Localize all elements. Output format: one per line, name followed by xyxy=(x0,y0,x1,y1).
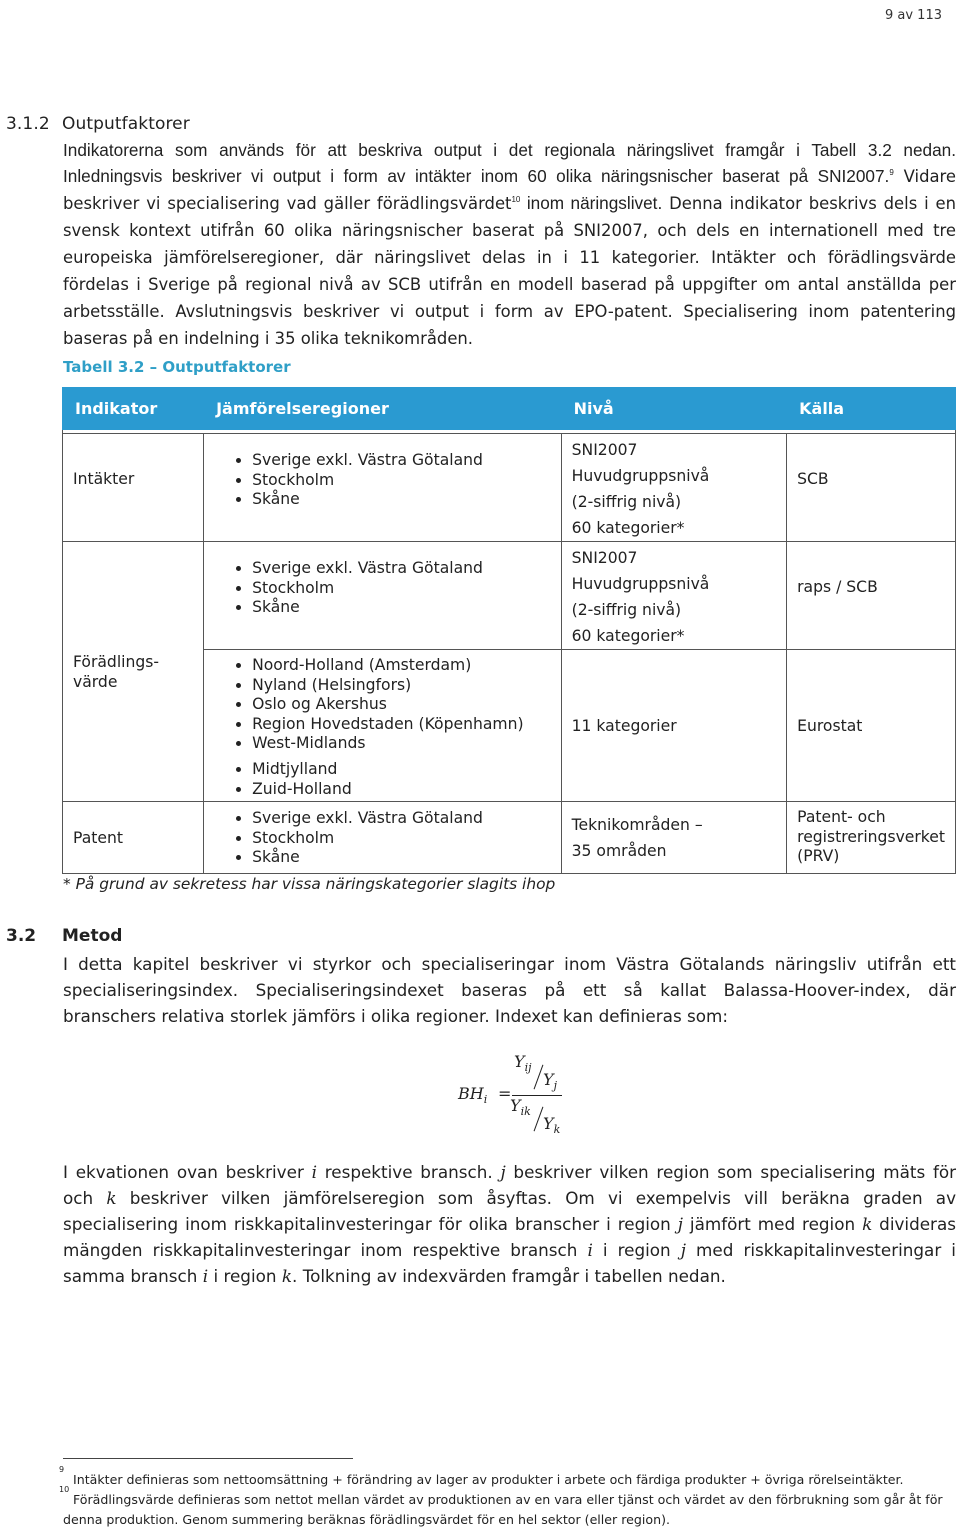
level-line: 60 kategorier* xyxy=(571,519,685,537)
var-j: j xyxy=(500,1162,506,1182)
method-paragraph: I detta kapitel beskriver vi styrkor och specialiseringar inom Västra Götalands näringsliv utifrån ett specialiseringsindex. Specialiseringsindexet baseras på ett så kallat Balassa-Hoover-index, där branschers relativa storlek jämförs i olika regioner. Indexet kan definieras som: xyxy=(63,954,956,1026)
method-heading xyxy=(6,926,122,946)
level-line: SNI2007 xyxy=(571,549,638,567)
page-number: 9 av 113 xyxy=(884,8,942,23)
section-title: Outputfaktorer xyxy=(62,114,190,134)
footnote-ref-10[interactable]: 10 xyxy=(511,195,521,204)
formula-y-k xyxy=(543,1114,560,1136)
level-line: (2-siffrig nivå) xyxy=(571,601,682,619)
bh-formula xyxy=(458,1050,598,1140)
explanation-text: . Tolkning av indexvärden framgår i tabellen nedan. xyxy=(292,1266,726,1286)
explanation-text: jämfört med region xyxy=(682,1214,863,1234)
table-row xyxy=(63,542,956,650)
list-item: • Skåne xyxy=(252,848,551,868)
footnote-text: Förädlingsvärde definieras som nettot mellan värdet av produktionen av en vara eller tjänst och värdet av den förbrukning som går åt för denna produktion. Genom summering beräknas förädlingsvärdet för en hel sektor (eller region). xyxy=(63,1492,943,1527)
footnote-9: 9 Intäkter definieras som nettoomsättning + förändring av lager av produkter i arbete och färdiga produkter + övriga rörelseintäkter. xyxy=(59,1465,904,1487)
explanation-text: respektive bransch. xyxy=(316,1162,501,1182)
regions-cell xyxy=(204,650,562,802)
level-line: 35 områden xyxy=(571,841,667,860)
source-cell: SCB xyxy=(787,434,956,542)
level-cell xyxy=(561,434,787,542)
explanation-text: divideras mängden riskkapitalinvesteringar inom respektive bransch xyxy=(63,1214,956,1260)
level-cell xyxy=(561,542,787,650)
explanation-text: med riskkapitalinvesteringar i samma bransch xyxy=(63,1240,956,1286)
section-number: 3.1.2 xyxy=(6,114,50,134)
level-line: Huvudgruppsnivå xyxy=(571,467,710,485)
formula-y-ik xyxy=(510,1096,531,1118)
level-cell: 11 kategorier xyxy=(561,650,787,802)
formula-y-ij xyxy=(514,1052,532,1074)
var-k: k xyxy=(862,1214,873,1234)
footnote-text: Intäkter definieras som nettoomsättning + förändring av lager av produkter i arbete och färdiga produkter + övriga rörelseintäkter. xyxy=(73,1472,904,1487)
regions-cell xyxy=(204,434,562,542)
level-line: Teknikområden – xyxy=(571,815,703,834)
list-item: • Stockholm xyxy=(252,471,551,491)
explanation-text: i region xyxy=(208,1266,282,1286)
formula-lhs-sub: i xyxy=(483,1093,488,1107)
var-i: i xyxy=(202,1266,209,1286)
table-row xyxy=(63,802,956,874)
indicator-cell: Intäkter xyxy=(63,434,204,542)
level-line: 60 kategorier* xyxy=(571,627,685,645)
regions-cell xyxy=(204,542,562,650)
explanation-text: I ekvationen ovan beskriver xyxy=(63,1162,312,1182)
table-note: * På grund av sekretess har vissa näringskategorier slagits ihop xyxy=(63,875,556,893)
table-caption: Tabell 3.2 – Outputfaktorer xyxy=(63,358,291,376)
formula-equals: = xyxy=(498,1084,512,1103)
footnote-ref-9[interactable]: 9 xyxy=(889,168,894,177)
list-item: • Region Hovedstaden (Köpenhamn) xyxy=(252,715,551,735)
regions-cell xyxy=(204,802,562,874)
var-j: j xyxy=(677,1214,683,1234)
level-line: (2-siffrig nivå) xyxy=(571,493,682,511)
formula-sub-ik: ik xyxy=(520,1105,531,1119)
list-item: • Zuid-Holland xyxy=(252,780,551,800)
var-i: i xyxy=(587,1240,593,1260)
method-title: Metod xyxy=(62,926,123,946)
intro-paragraph xyxy=(63,137,956,352)
level-line: SNI2007 xyxy=(571,441,638,459)
footnote-10: 10 Förädlingsvärde definieras som nettot mellan värdet av produktionen av en vara eller tjänst och värdet av den förbrukning som går åt för denna produktion. Genom summering beräknas förädlingsvärdet för en hel sektor (eller region). xyxy=(59,1485,943,1527)
list-item: • Stockholm xyxy=(252,829,551,849)
var-j: j xyxy=(680,1240,686,1260)
header-kalla: Källa xyxy=(787,388,956,430)
explanation-text: beskriver vilken jämförelseregion som åsyftas. Om vi exempelvis vill beräkna graden av specialisering inom riskkapitalinvesteringar för olika branscher i region xyxy=(63,1188,957,1234)
formula-sub-k: k xyxy=(553,1123,561,1137)
explanation-paragraph xyxy=(63,1159,956,1289)
list-item: • Sverige exkl. Västra Götaland xyxy=(252,451,551,471)
table-row xyxy=(63,434,956,542)
formula-y: Y xyxy=(543,1070,554,1089)
formula-slash xyxy=(534,1107,544,1132)
intro-text-d: Denna indikator beskrivs dels i en svensk kontext utifrån 60 olika näringsnischer baserat på SNI2007, och dels en internationell med tre europeiska jämförelseregioner, där näringslivet delas in i 11 kategorier. Intäkter och förädlingsvärde fördelas i Sverige på regional nivå av SCB utifrån en modell baserad på uppgifter om antal anställda per arbetsställe. Avslutningsvis beskriver vi output i form av EPO-patent. Specialisering inom patentering baseras på en indelning i 35 olika teknikområden. xyxy=(63,194,957,348)
formula-lhs xyxy=(458,1084,487,1106)
explanation-text: beskriver vilken region som specialisering mäts för och xyxy=(63,1162,957,1208)
list-item: • Skåne xyxy=(252,490,551,510)
var-k: k xyxy=(281,1266,293,1286)
formula-y: Y xyxy=(510,1096,521,1115)
var-i: i xyxy=(311,1162,317,1182)
source-cell: Eurostat xyxy=(787,650,956,802)
formula-y-j xyxy=(543,1070,557,1092)
header-indikator: Indikator xyxy=(63,388,204,430)
explanation-text: i region xyxy=(592,1240,681,1260)
section-heading xyxy=(6,114,190,134)
formula-lhs-text: BH xyxy=(458,1084,484,1103)
list-item: • West-Midlands xyxy=(252,734,551,754)
intro-text-a: Indikatorerna som används för att beskriva output i det regionala näringslivet framgår i Tabell 3.2 nedan. Inledningsvis beskriver vi output i form av intäkter inom 60 olika näringsnischer baserat på SNI2007. xyxy=(63,140,956,186)
indicator-label: Förädlings-värde xyxy=(73,652,160,691)
output-factors-table xyxy=(62,387,956,874)
table-header-row xyxy=(63,388,956,430)
formula-y: Y xyxy=(514,1052,525,1071)
formula-sub-ij: ij xyxy=(524,1061,532,1075)
list-item: • Sverige exkl. Västra Götaland xyxy=(252,809,551,829)
list-item: • Midtjylland xyxy=(252,760,551,780)
formula-slash xyxy=(534,1065,544,1090)
list-item: • Skåne xyxy=(252,598,551,618)
list-item: • Nyland (Helsingfors) xyxy=(252,676,551,696)
level-line: Huvudgruppsnivå xyxy=(571,575,710,593)
intro-text-c: inom näringslivet. xyxy=(520,193,663,213)
header-jamforelseregioner: Jämförelseregioner xyxy=(204,388,562,430)
indicator-cell xyxy=(63,542,204,802)
formula-sub-j: j xyxy=(553,1079,557,1093)
header-niva: Nivå xyxy=(561,388,787,430)
method-number: 3.2 xyxy=(6,926,37,946)
indicator-cell: Patent xyxy=(63,802,204,874)
list-item: • Sverige exkl. Västra Götaland xyxy=(252,559,551,579)
list-item: • Stockholm xyxy=(252,579,551,599)
intro-text-b: Vidare beskriver vi specialisering vad gäller förädlingsvärdet xyxy=(63,167,956,213)
footnote-divider xyxy=(63,1458,353,1459)
source-cell: Patent- och registreringsverket (PRV) xyxy=(787,802,956,874)
source-cell: raps / SCB xyxy=(787,542,956,650)
formula-y: Y xyxy=(543,1114,554,1133)
list-item: • Oslo og Akershus xyxy=(252,695,551,715)
list-item: • Noord-Holland (Amsterdam) xyxy=(252,656,551,676)
level-cell xyxy=(561,802,787,874)
var-k: k xyxy=(106,1188,117,1208)
